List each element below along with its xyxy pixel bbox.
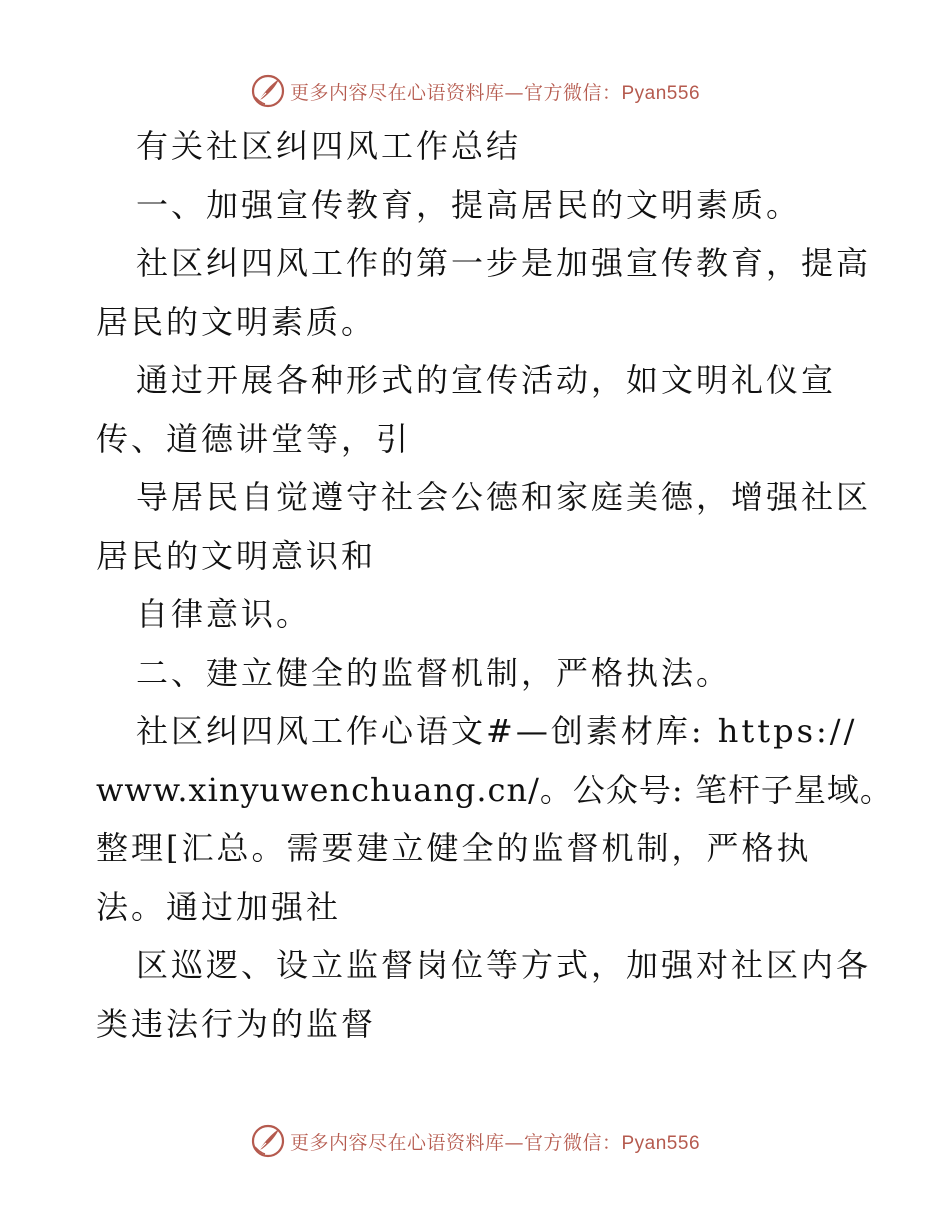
document-title: 有关社区纠四风工作总结	[136, 127, 522, 165]
paragraph-line: www.xinyuwenchuang.cn/。公众号: 笔杆子星域。	[96, 770, 893, 809]
footer-banner-content	[250, 1123, 700, 1159]
paragraph-line: 通过开展各种形式的宣传活动，如文明礼仪宣	[136, 361, 837, 399]
feather-seal-icon	[250, 73, 286, 109]
header-wechat-id: Pyan556	[621, 82, 701, 104]
paragraph-line: 导居民自觉遵守社会公德和家庭美德，增强社区	[136, 478, 872, 516]
paragraph-line: 社区纠四风工作心语文#—创素材库: https://	[136, 712, 858, 750]
paragraph-line: 法。通过加强社	[96, 887, 342, 926]
header-banner-text: 更多内容尽在心语资料库—官方微信：	[289, 81, 622, 104]
paragraph-line: 区巡逻、设立监督岗位等方式，加强对社区内各	[136, 946, 872, 984]
paragraph-line: 自律意识。	[136, 595, 312, 633]
header-banner-content	[250, 73, 700, 109]
paragraph-line: 居民的文明素质。	[96, 302, 377, 341]
section-heading-2: 二、建立健全的监督机制，严格执法。	[136, 653, 732, 692]
footer-banner	[0, 1121, 950, 1161]
footer-wechat-id: Pyan556	[621, 1132, 701, 1154]
header-banner	[0, 71, 950, 111]
paragraph-line: 类违法行为的监督	[96, 1004, 377, 1043]
paragraph-line: 传、道德讲堂等，引	[96, 419, 412, 458]
paragraph-line: 整理[汇总。需要建立健全的监督机制，严格执	[96, 829, 812, 867]
feather-seal-icon	[250, 1123, 286, 1159]
paragraph-line: 社区纠四风工作的第一步是加强宣传教育，提高	[136, 244, 872, 282]
document-body	[96, 117, 893, 1053]
section-heading-1: 一、加强宣传教育，提高居民的文明素质。	[136, 185, 802, 224]
paragraph-line: 居民的文明意识和	[96, 536, 377, 575]
footer-banner-text: 更多内容尽在心语资料库—官方微信：	[289, 1131, 622, 1154]
